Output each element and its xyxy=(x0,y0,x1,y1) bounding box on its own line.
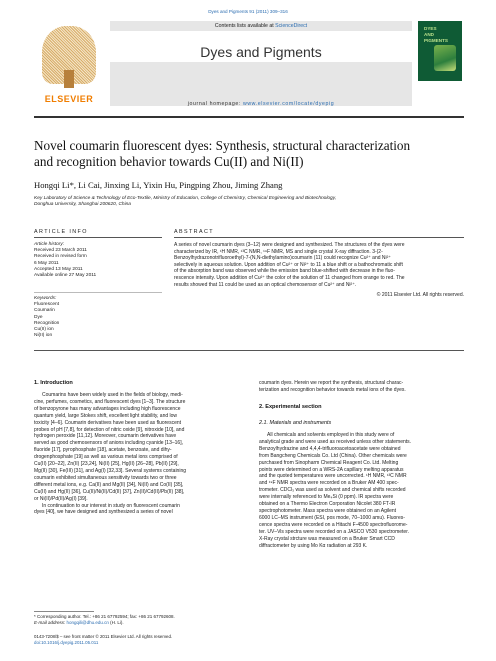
keyword: Recognition xyxy=(34,320,60,326)
intro-line: served as good chemosensors of anions including cyanide [13–16], xyxy=(34,440,183,447)
body-line: diffractometer by using Mo Kα radiation at 293 K. xyxy=(259,542,368,549)
intro-line: probes of pH [7,8], for detection of nitric oxide [9], nitroxide [10], and xyxy=(34,426,185,433)
body-line: terization and recognition behavior towards metal ions of the dyes. xyxy=(259,386,406,393)
intro-line: Cu(II) and Hg(II) [36], Cu(II)/Ni(II)/Cd(II) [37], Zn(II)/Cd(II)/Pb(II) [38], xyxy=(34,488,185,495)
journal-homepage xyxy=(110,101,412,107)
article-info-rule xyxy=(34,237,162,238)
abstract-line: rescence intensity. Upon addition of Cu²⁺ the color of the solution of 11 changed from orange to red. The xyxy=(174,274,405,281)
cover-title-line: PIGMENTS xyxy=(424,38,448,43)
intro-line: Coumarins have been widely used in the fields of biology, medi- xyxy=(42,392,183,398)
body-line: points were determined on a WRS-2A capillary melting apparatus xyxy=(259,466,404,473)
homepage-link[interactable]: www.elsevier.com/locate/dyepig xyxy=(242,101,335,107)
body-line: and ¹⁹F NMR spectra were recorded on a Bruker AM 400 spec- xyxy=(259,480,399,487)
article-history xyxy=(34,242,162,279)
body-line: obtained on a Thermo Electron Corporation Nicolet 380 FT-IR xyxy=(259,501,396,508)
body-line: from Bangcheng Chemicals Co. Ltd (China). Other chemicals were xyxy=(259,452,407,459)
tree-trunk-icon xyxy=(64,70,74,88)
experimental-heading: 2. Experimental section xyxy=(259,404,322,410)
abstract-bottom-rule xyxy=(34,350,464,351)
title-line: Novel coumarin fluorescent dyes: Synthesis, structural characterization xyxy=(34,138,411,153)
abstract-line: characterized by IR, ¹H NMR, ¹³C NMR, ¹⁹F NMR, MS and single crystal X-ray diffraction. 3-(2- xyxy=(174,248,383,255)
article-info-heading: ARTICLE INFO xyxy=(34,229,88,235)
intro-line: or Ni(II)/Pd(II)/Ag(I) [39]. xyxy=(34,495,88,502)
materials-heading: 2.1. Materials and instruments xyxy=(259,420,332,426)
abstract-rule xyxy=(174,237,464,238)
keyword: Dye xyxy=(34,314,43,320)
abstract-line: of the absorption band was observed while the emission band blue-shifted with decrease in the fluo- xyxy=(174,268,395,275)
journal-cover[interactable] xyxy=(418,21,462,81)
header-band xyxy=(110,62,412,106)
contents-prefix: Contents lists available at xyxy=(214,23,276,29)
received-date: Received 23 March 2011 xyxy=(34,248,87,254)
history-divider xyxy=(34,292,162,293)
affiliation-line: Key Laboratory of Science & Technology of Eco-Textile, Ministry of Education, College of Chemistry, Chemical Engineering and Biotechnology, xyxy=(34,196,337,201)
body-line: All chemicals and solvents employed in this study were of xyxy=(267,432,395,438)
cover-title-line: AND xyxy=(424,32,434,37)
intro-line: Mg(II) [30], Fe(III) [31], and Ag(I) [32,33]. Several systems containing xyxy=(34,467,187,474)
history-label: Article history: xyxy=(34,242,65,247)
header-divider xyxy=(34,116,464,118)
email-suffix: (H. Li). xyxy=(108,620,124,625)
footnote-rule xyxy=(34,611,94,612)
abstract-heading: ABSTRACT xyxy=(174,229,214,235)
body-line: and the quoted temperatures were uncorrected. ¹H NMR, ¹³C NMR xyxy=(259,473,407,480)
intro-line: coumarin exhibited simultaneous sensitivity towards two or three xyxy=(34,474,177,481)
online-date: Available online 27 May 2011 xyxy=(34,273,97,279)
sciencedirect-link[interactable]: ScienceDirect xyxy=(275,23,308,29)
intro-line: drogenphosphate [19] as well as various metal ions comprised of xyxy=(34,454,178,461)
abstract-copyright: © 2011 Elsevier Ltd. All rights reserved. xyxy=(376,292,464,298)
authors: Hongqi Li*, Li Cai, Jinxing Li, Yixin Hu, Pingping Zhou, Jiming Zhang xyxy=(34,180,283,190)
intro-line: Cu(II) [20–22], Zn(II) [23,24], Ni(II) [25], Hg(II) [26–28], Pb(II) [29], xyxy=(34,461,179,468)
abstract-line: selectively in aqueous solution. Upon addition of Cu²⁺ or Ni²⁺ to 11 a blue shift or a bathochromatic shift xyxy=(174,261,403,268)
revised-label: Received in revised form xyxy=(34,254,87,260)
abstract-line: results showed that 11 could be used as an optical chemosensor of Cu²⁺ and Ni²⁺. xyxy=(174,281,357,288)
email-link[interactable]: hongqili@dhu.edu.cn xyxy=(66,620,109,625)
intro-line: dyes [40], we have designed and synthesized a series of novel xyxy=(34,509,173,516)
body-line: ter. UV–Vis spectra were recorded on a JASCO V530 spectrometer. xyxy=(259,528,409,535)
intro-line: In continuation to our interest in study on fluorescent coumarin xyxy=(42,502,180,509)
intro-line: of benzopyrone has many advantages including high fluorescence xyxy=(34,405,181,412)
abstract-line: Benzoylhydrazonotrifluoroethyl)-7-(N,N-diethylamino)coumarin (11) could recognize Cu²⁺ and Ni²⁺ xyxy=(174,255,391,262)
homepage-prefix: journal homepage: xyxy=(187,101,243,107)
body-line: spectrophotometer. Mass spectra were obtained on an Agilent xyxy=(259,507,397,514)
abstract-text xyxy=(174,242,464,288)
body-line: analytical grade and were used as received unless other statements. xyxy=(259,438,412,445)
introduction-heading: 1. Introduction xyxy=(34,380,73,386)
doi-link[interactable]: doi:10.1016/j.dyepig.2011.05.011 xyxy=(34,640,99,645)
bottom-info xyxy=(34,634,254,646)
intro-line: cine, perfumes, cosmetics, and fluorescent dyes [1–3]. The structure xyxy=(34,398,186,405)
materials-text xyxy=(259,432,464,549)
body-line: purchased from Sinopharm Chemical Reagent Co. Ltd. Melting xyxy=(259,459,399,466)
contents-bar xyxy=(110,21,412,31)
intro-line: quantum yield, large Stokes shift, excellent light stability, and low xyxy=(34,412,178,419)
article-title xyxy=(34,138,464,170)
affiliation-line: Donghua University, Shanghai 200620, China xyxy=(34,202,131,208)
right-column-continuation xyxy=(259,380,464,394)
cover-art-image xyxy=(434,45,456,71)
keyword: Cu(II) ion xyxy=(34,327,54,333)
title-line: and recognition behavior towards Cu(II) and Ni(II) xyxy=(34,154,304,169)
body-line: were internally referenced to Me₄Si (0 ppm). IR spectra were xyxy=(259,494,394,501)
email-label: E-mail address: xyxy=(34,620,67,625)
body-line: trometer. CDCl₃ was used as solvent and chemical shifts recorded xyxy=(259,487,406,494)
intro-line: hydrogen peroxide [11,12]. Moreover, coumarin derivatives have xyxy=(34,433,177,440)
issn-line: 0143-7208/$ – see front matter © 2011 Elsevier Ltd. All rights reserved. xyxy=(34,634,173,639)
journal-title: Dyes and Pigments xyxy=(200,44,322,60)
body-line: Benzoylhydrazine and 4,4,4-trifluoroacetoacetate were obtained xyxy=(259,445,401,452)
keyword: Fluorescent xyxy=(34,302,60,308)
body-line: coumarin dyes. Herein we report the synthesis, structural charac- xyxy=(259,380,404,386)
corresponding-author: * Corresponding author. Tel.: +86 21 67792594; fax: +86 21 67792608. xyxy=(34,614,175,619)
introduction-text xyxy=(34,392,244,516)
revised-date: 6 May 2011 xyxy=(34,260,59,266)
intro-line: fluoride [17], pyrophosphate [18], acetate, benzoate, and dihy- xyxy=(34,447,172,454)
keywords-label: Keywords: xyxy=(34,296,57,301)
body-line: 6000 LC–MS instrument (ESI, pos mode, 70–1000 amu). Fluores- xyxy=(259,514,405,521)
accepted-date: Accepted 13 May 2011 xyxy=(34,266,83,272)
elsevier-logo[interactable] xyxy=(34,20,104,110)
body-line: X-Ray crystal strcture was measured on a Bruker Smart CCD xyxy=(259,535,395,542)
intro-line: toxicity [4–6]. Coumarin derivatives have been used as fluorescent xyxy=(34,419,182,426)
keyword: Ni(II) ion xyxy=(34,333,53,339)
journal-reference[interactable]: Dyes and Pigments 91 (2011) 309–316 xyxy=(208,9,288,14)
cover-title xyxy=(424,26,456,44)
body-line: cence spectra were recorded on a Hitachi F-4500 spectrofluorome- xyxy=(259,521,408,528)
cover-title-line: DYES xyxy=(424,26,437,31)
keyword: Coumarin xyxy=(34,308,55,314)
intro-line: different metal ions, e.g. Ca(II) and Mg(II) [34], Ni(II) and Co(II) [35], xyxy=(34,481,184,488)
abstract-line: A series of novel coumarin dyes (3–12) were designed and synthesized. The structures of the dyes were xyxy=(174,242,405,248)
affiliation xyxy=(34,196,464,208)
keywords xyxy=(34,296,162,339)
footnote xyxy=(34,614,244,626)
publisher-name: ELSEVIER xyxy=(44,94,94,104)
